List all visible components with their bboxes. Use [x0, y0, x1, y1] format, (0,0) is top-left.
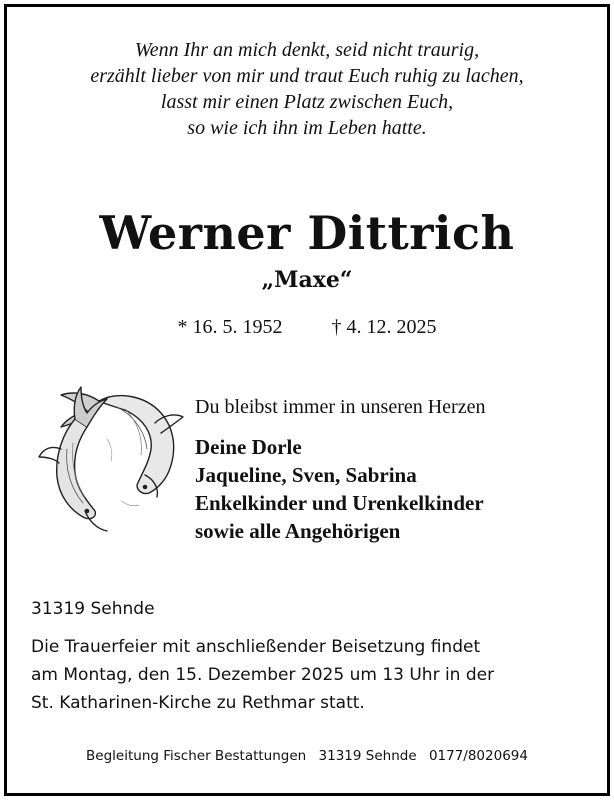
funeral-line: St. Katharinen-Kirche zu Rethmar statt. [31, 693, 365, 713]
deceased-nickname: „Maxe“ [261, 267, 353, 293]
poem [7, 37, 607, 141]
signer-line: Jaqueline, Sven, Sabrina [195, 463, 417, 487]
signers-list [195, 433, 484, 545]
poem-line: Wenn Ihr an mich denkt, seid nicht traurig, [134, 39, 480, 61]
life-dates [7, 313, 607, 341]
poem-line: so wie ich ihn im Leben hatte. [187, 117, 427, 139]
birth-date: * 16. 5. 1952 [177, 316, 283, 338]
funeral-home-phone: 0177/8020694 [428, 748, 528, 764]
death-date: † 4. 12. 2025 [331, 316, 437, 338]
memorial-message: Du bleibst immer in unseren Herzen [195, 396, 486, 418]
signer-line: Enkelkinder und Urenkelkinder [195, 491, 484, 515]
signer-line: sowie alle Angehörigen [195, 519, 401, 543]
funeral-details [31, 633, 591, 717]
signer-line: Deine Dorle [195, 435, 302, 459]
location: 31319 Sehnde [31, 599, 155, 619]
funeral-home-footer [7, 745, 607, 767]
koi-fish-icon [37, 379, 187, 539]
funeral-home-city: 31319 Sehnde [318, 748, 417, 764]
funeral-line: Die Trauerfeier mit anschließender Beisetzung findet [31, 637, 481, 657]
poem-line: lasst mir einen Platz zwischen Euch, [160, 91, 454, 113]
funeral-home-name: Begleitung Fischer Bestattungen [86, 748, 307, 764]
funeral-line: am Montag, den 15. Dezember 2025 um 13 Uhr in der [31, 665, 495, 685]
obituary-notice [4, 4, 610, 796]
poem-line: erzählt lieber von mir und traut Euch ruhig zu lachen, [90, 65, 524, 87]
deceased-name: Werner Dittrich [99, 206, 515, 260]
